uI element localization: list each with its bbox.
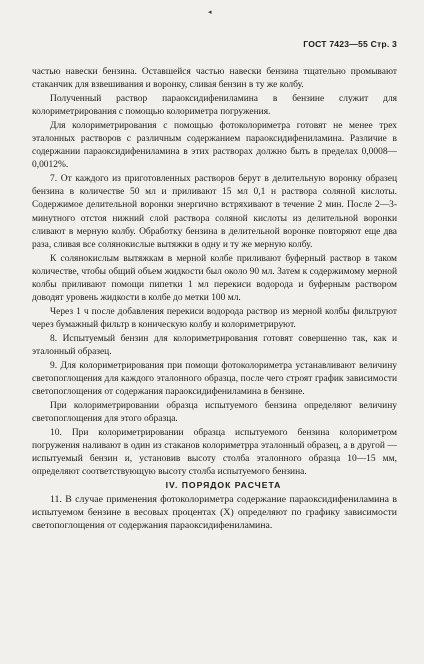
paragraph: частью навески бензина. Оставшейся частью навески бензина тщательно промывают стаканчик для взвешивания и воронку, сливая бензин в ту же колбу. [32, 67, 397, 91]
document-body [32, 66, 397, 533]
paragraph: 9. Для колориметрирования при помощи фотоколориметра устанавливают величину светопоглощения для каждого эталонного образца, после чего строят график зависимости светопоглощения от содержания параоксидифениламина в бензине. [32, 361, 397, 398]
paragraph: 11. В случае применения фотоколориметра содержание параоксидифениламина в испытуемом бензине в весовых процентах (X) определяют по графику зависимости светопоглощения от содержания параоксидифениламина. [32, 493, 397, 532]
paragraph: 8. Испытуемый бензин для колориметрирования готовят совершенно так, как и эталонный образец. [32, 333, 397, 357]
page-mark: ◂ [208, 8, 212, 16]
paragraph: Через 1 ч после добавления перекиси водорода раствор из мерной колбы фильтруют через бумажный фильтр в коническую колбу и колориметрируют. [32, 306, 397, 330]
page-header: ГОСТ 7423—55 Стр. 3 [303, 39, 397, 49]
paragraph: Для колориметрирования с помощью фотоколориметра готовят не менее трех эталонных растворов с различным содержанием параоксидифениламина. Различие в содержании параоксидифениламина в этих растворах должно быть в пределах 0,0008—0,0012%. [32, 121, 397, 171]
paragraph: 7. От каждого из приготовленных растворов берут в делительную воронку образец бензина в количестве 50 мл и приливают 15 мл 0,1 н раствора соляной кислоты. Содержимое делительной воронки энергично встряхивают в течение 2 мин. После 2—3-минутного отстоя нижний слой раствора соляной кислоты из делительной воронки сливают в мерную колбу. Обработку бензина в делительной воронке повторяют еще два раза, сливая все солянокислые вытяжки в одну и ту же мерную колбу. [32, 174, 397, 250]
paragraph: 10. При колориметрировании образца испытуемого бензина колориметром погружения наливают в один из стаканов колориметрра эталонный образец, а в другой — испытуемый бензин и, установив высоту столба эталонного образца 10—15 мм, определяют соответствующую высоту столба испытуемого бензина. [32, 428, 397, 478]
section-title: IV. ПОРЯДОК РАСЧЕТА [165, 480, 282, 491]
paragraph: К солянокислым вытяжкам в мерной колбе приливают буферный раствор в таком количестве, чтобы общий объем жидкости был около 90 мл. Затем к содержимому мерной колбы приливают помощи пипетки 1 мл перекиси водорода и буферным раствором доводят уровень жидкости в колбе до метки 100 мл. [32, 253, 397, 303]
paragraph: При колориметрировании образца испытуемого бензина определяют величину светопоглощения для этого образца. [32, 401, 397, 425]
paragraph: Полученный раствор параоксидифениламина в бензине служит для колориметрирования с помощью колориметра погружения. [32, 94, 397, 118]
